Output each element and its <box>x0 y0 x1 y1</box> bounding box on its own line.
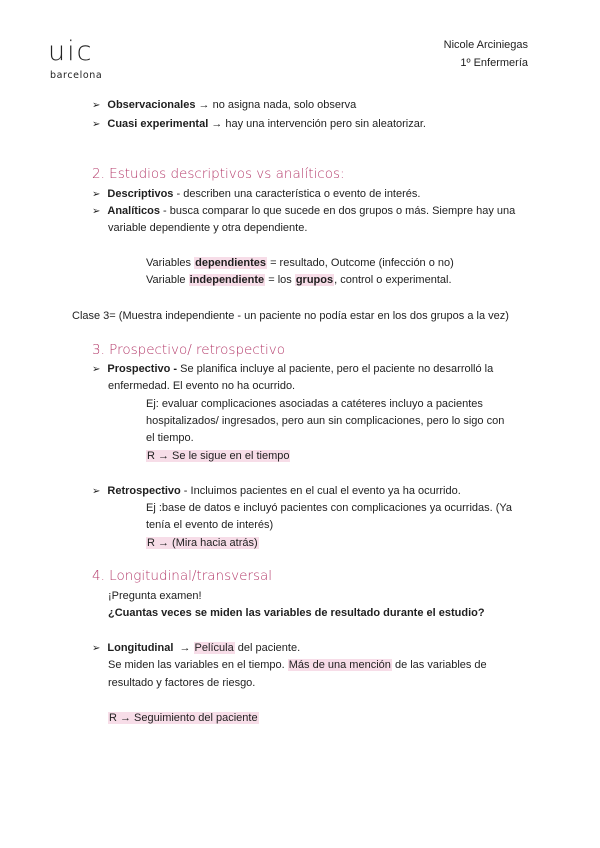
term: Observacionales <box>107 99 196 111</box>
text: Variables <box>146 257 195 269</box>
text: Se miden las variables en el tiempo. <box>108 659 288 671</box>
exam-note: ¡Pregunta examen! <box>108 590 202 602</box>
text: , control o experimental. <box>334 274 452 286</box>
longitudinal-line-3: resultado y factores de riesgo. <box>108 677 256 689</box>
definition: - busca comparar lo que sucede en dos grupos o más. Siempre hay una <box>159 205 516 217</box>
longitudinal-line-2 <box>108 657 487 674</box>
prospectivo-summary <box>146 448 290 465</box>
bullet-retrospectivo <box>92 483 461 500</box>
author-name: Nicole Arciniegas <box>443 39 528 51</box>
text: de las variables de <box>391 659 487 671</box>
arrow-icon: → <box>211 118 223 130</box>
bullet-icon: ➢ <box>92 486 101 497</box>
highlight-mas-de-una-mencion: Más de una mención <box>288 659 391 671</box>
text: = resultado, Outcome (infección o no) <box>267 257 454 269</box>
highlight-dependientes: dependientes <box>195 257 267 269</box>
definition: - describen una característica o evento de interés. <box>173 188 421 200</box>
term: Prospectivo - <box>107 363 181 375</box>
retrospectivo-example-1: Ej :base de datos e incluyó pacientes con complicaciones ya ocurridas. (Ya <box>146 502 513 514</box>
definition: Se planifica incluye al paciente, pero el paciente no desarrolló la <box>180 363 494 375</box>
bullet-prospectivo <box>92 361 493 378</box>
arrow-icon: → <box>173 642 194 654</box>
term: Analíticos <box>107 205 160 217</box>
retrospectivo-example-2: tenía el evento de interés) <box>146 519 274 531</box>
bullet-descriptivos <box>92 186 420 203</box>
longitudinal-summary <box>108 710 259 727</box>
variable-independiente <box>146 272 452 289</box>
clase-note: Clase 3= (Muestra independiente - un paciente no podía estar en los dos grupos a la vez) <box>72 310 509 322</box>
heading-section-4: 4. Longitudinal/transversal <box>92 568 273 584</box>
author-course: 1º Enfermería <box>460 57 528 69</box>
uic-logo-subtitle: barcelona <box>50 70 103 81</box>
text: = los <box>265 274 295 286</box>
term: Retrospectivo <box>107 485 181 497</box>
term: Cuasi experimental <box>107 118 209 130</box>
heading-section-3: 3. Prospectivo/ retrospectivo <box>92 342 286 358</box>
definition: - Incluimos pacientes en el cual el evento ya ha ocurrido. <box>180 485 461 497</box>
highlight-summary: R → Se le sigue en el tiempo <box>147 450 290 462</box>
question-text: ¿Cuantas veces se miden las variables de resultado durante el estudio? <box>108 607 485 619</box>
variables-dependientes <box>146 255 454 272</box>
prospectivo-example-1: Ej: evaluar complicaciones asociadas a catéteres incluyo a pacientes <box>146 398 483 410</box>
heading-section-2: 2. Estudios descriptivos vs analíticos: <box>92 166 345 182</box>
exam-question <box>108 605 485 622</box>
highlight-independiente: independiente <box>189 274 265 286</box>
highlight-pelicula: Película <box>194 642 234 654</box>
term: Longitudinal <box>107 642 174 654</box>
bullet-analiticos <box>92 203 515 220</box>
bullet-icon: ➢ <box>92 364 101 375</box>
prospectivo-example-2: hospitalizados/ ingresados, pero aun sin complicaciones, pero lo sigo con <box>146 415 505 427</box>
uic-logo: uic <box>48 36 94 67</box>
prospectivo-continuation: enfermedad. El evento no ha ocurrido. <box>108 380 296 392</box>
arrow-icon: → <box>198 99 210 111</box>
definition: hay una intervención pero sin aleatorizar. <box>225 118 426 130</box>
author-block <box>444 36 528 72</box>
bullet-icon: ➢ <box>92 643 101 654</box>
bullet-icon: ➢ <box>92 100 101 111</box>
bullet-cuasi-experimental <box>92 116 426 133</box>
text: Variable <box>146 274 189 286</box>
definition: no asigna nada, solo observa <box>212 99 357 111</box>
definition: del paciente. <box>234 642 301 654</box>
bullet-icon: ➢ <box>92 119 101 130</box>
retrospectivo-summary <box>146 535 259 552</box>
highlight-grupos: grupos <box>295 274 334 286</box>
analiticos-continuation: variable dependiente y otra dependiente. <box>108 222 308 234</box>
bullet-longitudinal <box>92 640 300 657</box>
highlight-summary: R → (Mira hacia atrás) <box>147 537 258 549</box>
bullet-observacionales <box>92 97 356 114</box>
highlight-summary: R → Seguimiento del paciente <box>109 712 258 724</box>
bullet-icon: ➢ <box>92 189 101 200</box>
term: Descriptivos <box>107 188 174 200</box>
prospectivo-example-3: el tiempo. <box>146 432 194 444</box>
bullet-icon: ➢ <box>92 206 101 217</box>
